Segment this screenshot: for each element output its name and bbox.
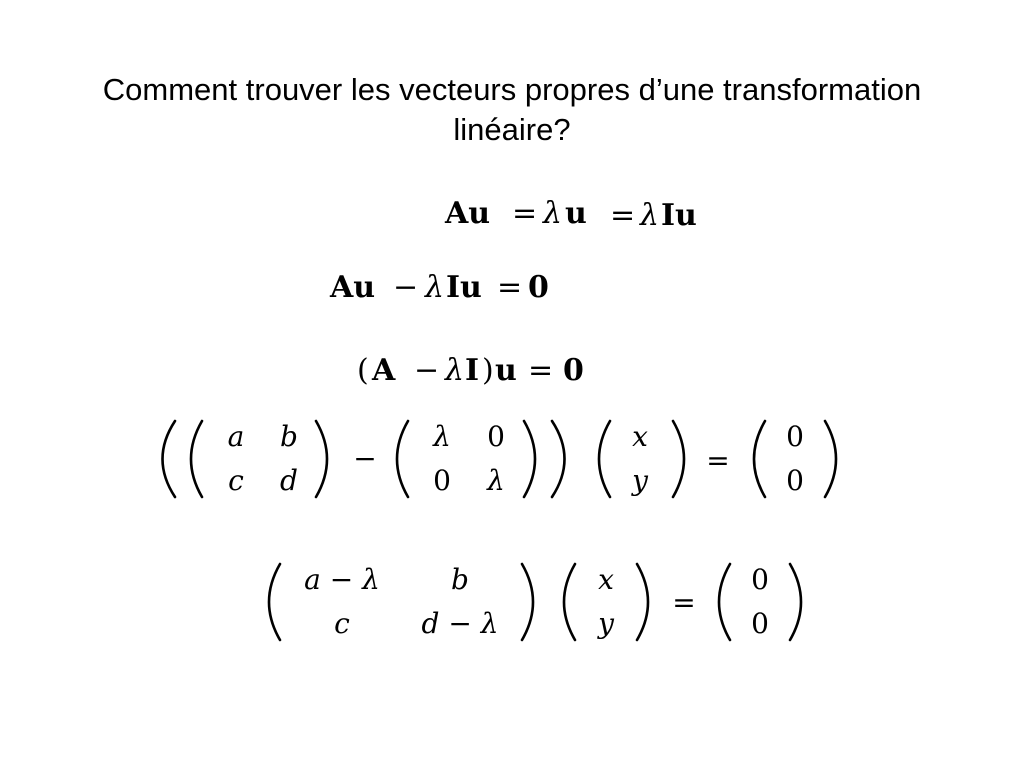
- m2-y: y: [598, 607, 614, 640]
- m1-l22: λ: [487, 464, 505, 497]
- eq2-au: Au: [330, 270, 376, 305]
- m1-x: x: [632, 420, 648, 453]
- vector-xy-left-paren: [599, 421, 610, 497]
- m2-r1c2: b: [451, 563, 469, 596]
- matrix-equation-1-entries: [228, 420, 804, 497]
- zero-vector-left-paren: [754, 421, 765, 497]
- eq3-u: u: [495, 353, 517, 388]
- m2-r2c2: d − λ: [421, 607, 499, 640]
- matrix-a-right-paren: [316, 421, 327, 497]
- eq1-u: u: [565, 196, 587, 231]
- m1-b: b: [280, 420, 298, 453]
- matrix-equation-2-entries: [304, 563, 769, 640]
- title-line-1: Comment trouver les vecteurs propres d’une transformation: [102, 72, 922, 107]
- zero-vector-right-paren: [825, 421, 836, 497]
- eq2-minus: −: [393, 270, 419, 305]
- vector-xy2-right-paren: [637, 564, 648, 640]
- equation-au-minus-lambda-iu: [329, 270, 549, 305]
- m1-l12: 0: [487, 420, 505, 453]
- m2-z2: 0: [751, 607, 769, 640]
- m1-y: y: [632, 464, 648, 497]
- eq1-lhs: Au: [445, 196, 491, 231]
- m2-z1: 0: [751, 563, 769, 596]
- eq1-lambda: λ: [543, 196, 563, 231]
- vector-xy2-left-paren: [564, 564, 575, 640]
- m1-l11: λ: [433, 420, 451, 453]
- zero-vector2-left-paren: [719, 564, 730, 640]
- eq2-equals: =: [497, 270, 523, 305]
- matrix-m-left-paren: [269, 564, 280, 640]
- eq3-lambda: λ: [445, 353, 465, 388]
- eq1-equals: =: [512, 196, 538, 231]
- m2-x: x: [598, 563, 614, 596]
- matrix-a-left-paren: [191, 421, 202, 497]
- title-line-2: linéaire?: [453, 112, 571, 147]
- eq2-iu: Iu: [446, 270, 482, 305]
- eq3-i: I: [465, 353, 480, 388]
- equation-au-equals-lambda-u: [444, 196, 697, 233]
- eq3-open-paren: (: [357, 353, 369, 388]
- m1-d: d: [280, 464, 298, 497]
- m1-c: c: [228, 464, 244, 497]
- m1-z1: 0: [786, 420, 804, 453]
- zero-vector2-right-paren: [790, 564, 801, 640]
- eq3-a: A: [372, 353, 396, 388]
- m1-a: a: [227, 420, 245, 453]
- vector-xy-right-paren: [673, 421, 684, 497]
- matrix-lambda-right-paren: [524, 421, 535, 497]
- matrix-m-right-paren: [522, 564, 533, 640]
- m1-equals: =: [706, 444, 730, 477]
- eq3-zero: 0: [563, 353, 584, 388]
- eq1-equals-2: =: [610, 198, 636, 233]
- m2-r2c1: c: [334, 607, 350, 640]
- m2-equals: =: [672, 586, 696, 619]
- eq1-lambda-2: λ: [640, 198, 660, 233]
- eq2-zero: 0: [528, 270, 549, 305]
- eq3-minus: −: [414, 353, 440, 388]
- equation-a-minus-lambda-i-times-u: [357, 353, 584, 388]
- matrix-lambda-left-paren: [397, 421, 408, 497]
- m1-l21: 0: [433, 464, 451, 497]
- m1-z2: 0: [786, 464, 804, 497]
- outer-right-paren: [552, 421, 565, 497]
- eq3-equals: =: [528, 353, 554, 388]
- m1-minus: −: [353, 442, 377, 475]
- eq3-close-paren: ): [482, 353, 494, 388]
- outer-left-paren: [163, 421, 176, 497]
- m2-r1c1: a − λ: [304, 563, 380, 596]
- eq1-iu: Iu: [661, 198, 697, 233]
- eq2-lambda: λ: [425, 270, 445, 305]
